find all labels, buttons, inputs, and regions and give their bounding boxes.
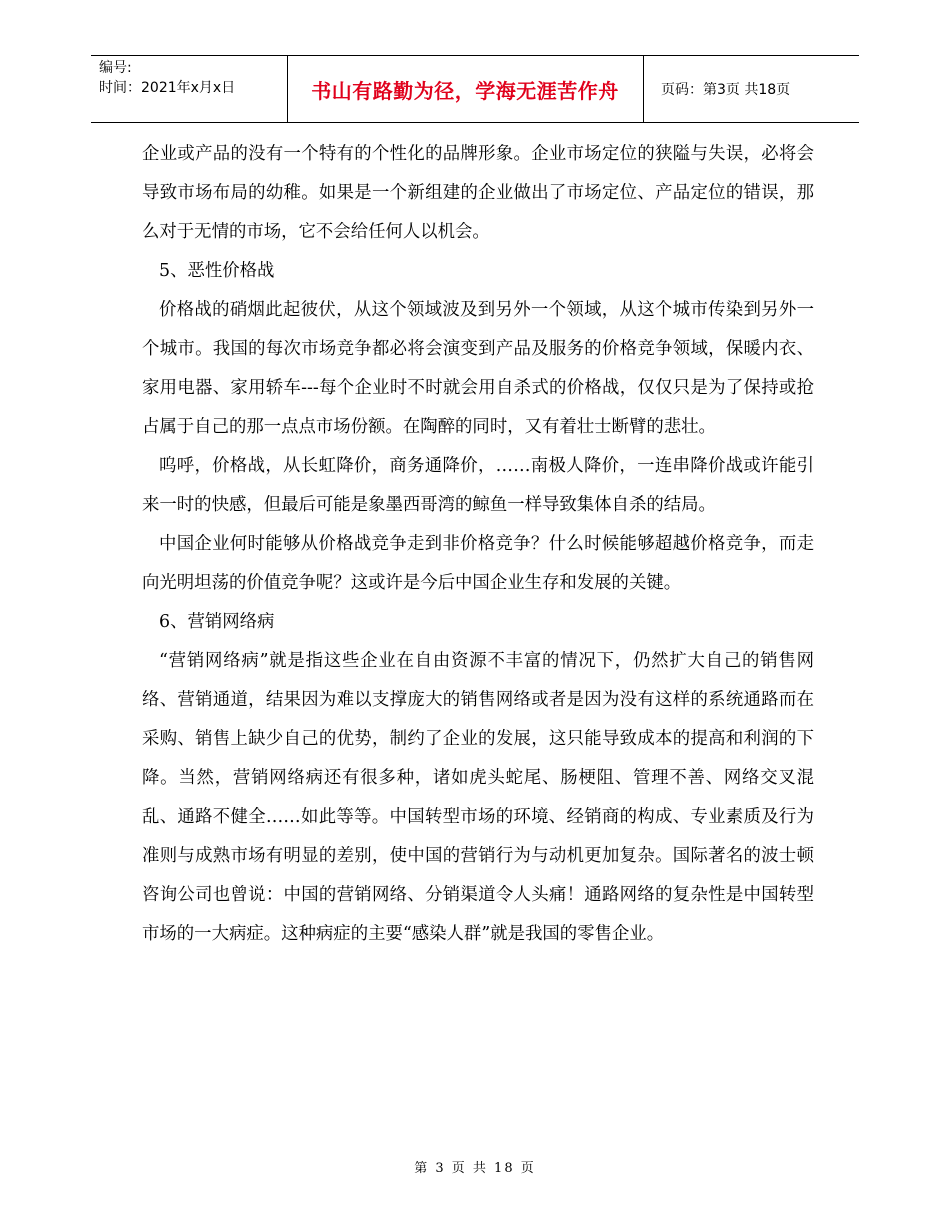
section-heading: 6、营销网络病: [159, 612, 275, 632]
document-time-label: 时间：2021年x月x日: [99, 80, 236, 96]
header-divider-right: [643, 56, 644, 122]
header-motto: 书山有路勤为径，学海无涯苦作舟: [311, 78, 619, 103]
section-heading: 5、恶性价格战: [159, 261, 275, 281]
page-footer: 第 3 页 共 18 页: [414, 1161, 536, 1176]
header-meta: [99, 58, 284, 98]
body-paragraph: “营销网络病”就是指这些企业在自由资源不丰富的情况下，仍然扩大自己的销售网络、营销通道，结果因为难以支撑庞大的销售网络或者是因为没有这样的系统通路而在采购、销售上缺少自己的优势，制约了企业的发展，这只能导致成本的提高和利润的下降。当然，营销网络病还有很多种，诸如虎头蛇尾、肠梗阻、管理不善、网络交叉混乱、通路不健全……如此等等。中国转型市场的环境、经销商的构成、专业素质及行为准则与成熟市场有明显的差别，使中国的营销行为与动机更加复杂。国际著名的波士顿咨询公司也曾说：中国的营销网络、分销渠道令人头痛！通路网络的复杂性是中国转型市场的一大病症。这种病症的主要“感染人群”就是我国的零售企业。: [142, 651, 814, 944]
body-paragraph: 价格战的硝烟此起彼伏，从这个领域波及到另外一个领域，从这个城市传染到另外一个城市。我国的每次市场竞争都必将会演变到产品及服务的价格竞争领域，保暖内衣、家用电器、家用轿车---每个企业时不时就会用自杀式的价格战，仅仅只是为了保持或抢占属于自己的那一点点市场份额。在陶醉的同时，又有着壮士断臂的悲壮。: [142, 300, 814, 437]
document-number-label: 编号:: [99, 60, 132, 76]
page-header: [91, 55, 859, 123]
body-paragraph: 呜呼，价格战，从长虹降价，商务通降价，……南极人降价，一连串降价战或许能引来一时的快感，但最后可能是象墨西哥湾的鲸鱼一样导致集体自杀的结局。: [142, 456, 814, 515]
header-page-info: 页码：第3页 共18页: [661, 82, 791, 98]
body-paragraph: 企业或产品的没有一个特有的个性化的品牌形象。企业市场定位的狭隘与失误，必将会导致市场布局的幼稚。如果是一个新组建的企业做出了市场定位、产品定位的错误，那么对于无情的市场，它不会给任何人以机会。: [142, 144, 814, 242]
document-body: [142, 135, 814, 954]
body-paragraph: 中国企业何时能够从价格战竞争走到非价格竞争？什么时候能够超越价格竞争，而走向光明坦荡的价值竞争呢？这或许是今后中国企业生存和发展的关键。: [142, 534, 814, 593]
